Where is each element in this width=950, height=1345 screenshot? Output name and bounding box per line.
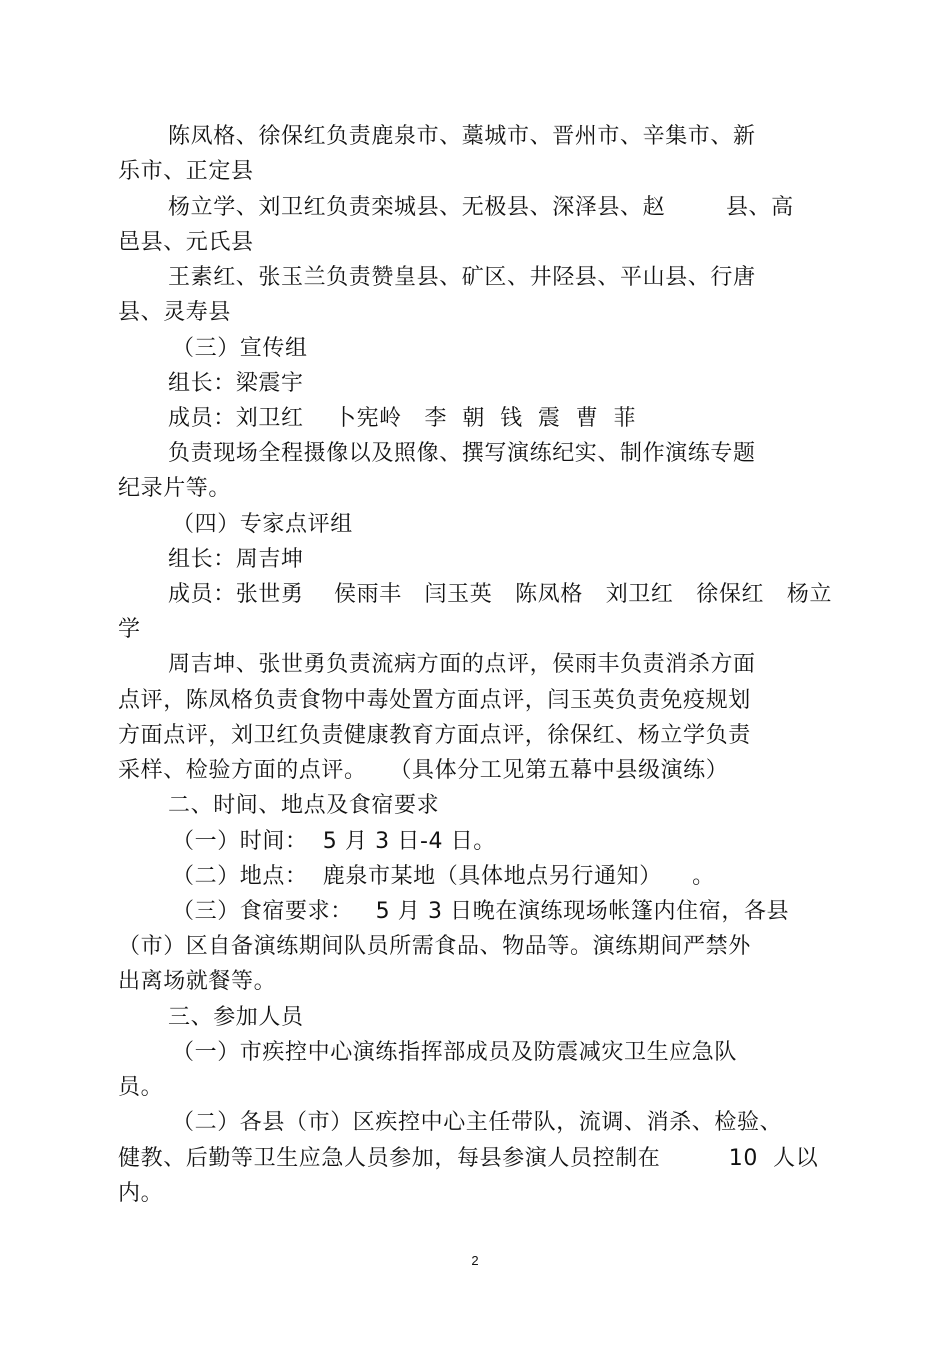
text-line: 周吉坤、张世勇负责流病方面的点评，侯雨丰负责消杀方面	[168, 652, 756, 677]
text-line: 组长：梁震宇	[168, 371, 304, 396]
text-line: 成员：张世勇 侯雨丰 闫玉英 陈凤格 刘卫红 徐保红 杨立	[168, 582, 833, 607]
text-line: （一）市疾控中心演练指挥部成员及防震减灾卫生应急队	[172, 1040, 738, 1065]
text-line: 员。	[118, 1075, 164, 1100]
section-heading: 三、参加人员	[168, 1005, 304, 1030]
section-heading: 二、时间、地点及食宿要求	[168, 793, 440, 818]
text-line: 纪录片等。	[118, 476, 232, 501]
text-line: 陈凤格、徐保红负责鹿泉市、藁城市、晋州市、辛集市、新	[168, 124, 756, 149]
text-line: 负责现场全程摄像以及照像、撰写演练纪实、制作演练专题	[168, 441, 756, 466]
text-line: 采样、检验方面的点评。 （具体分工见第五幕中县级演练）	[118, 758, 729, 783]
text-line: 内。	[118, 1181, 164, 1206]
text-line: 成员：刘卫红 卜宪岭 李 朝 钱 震 曹 菲	[168, 406, 637, 431]
text-line: 组长：周吉坤	[168, 547, 304, 572]
text-line: 学	[118, 617, 141, 642]
text-line: （三）食宿要求： 5 月 3 日晚在演练现场帐篷内住宿，各县	[172, 899, 790, 924]
text-line: 王素红、张玉兰负责赞皇县、矿区、井陉县、平山县、行唐	[168, 265, 756, 290]
text-line: 县、灵寿县	[118, 300, 232, 325]
text-line: 健教、后勤等卫生应急人员参加，每县参演人员控制在 10 人以	[118, 1146, 819, 1171]
text-line: （二）地点： 鹿泉市某地（具体地点另行通知） 。	[172, 864, 715, 889]
section-heading: （四）专家点评组	[172, 512, 353, 537]
text-line: 杨立学、刘卫红负责栾城县、无极县、深泽县、赵 县、高	[168, 195, 794, 220]
text-line: 乐市、正定县	[118, 159, 254, 184]
text-line: （市）区自备演练期间队员所需食品、物品等。演练期间严禁外	[118, 934, 751, 959]
text-line: （一）时间： 5 月 3 日-4 日。	[172, 829, 496, 854]
section-heading: （三）宣传组	[172, 336, 308, 361]
text-line: 邑县、元氏县	[118, 230, 254, 255]
text-line: 点评，陈凤格负责食物中毒处置方面点评，闫玉英负责免疫规划	[118, 688, 751, 713]
text-line: 方面点评，刘卫红负责健康教育方面点评，徐保红、杨立学负责	[118, 723, 751, 748]
text-line: 出离场就餐等。	[118, 969, 277, 994]
text-line: （二）各县（市）区疾控中心主任带队，流调、消杀、检验、	[172, 1110, 783, 1135]
page-number: 2	[471, 1253, 479, 1268]
